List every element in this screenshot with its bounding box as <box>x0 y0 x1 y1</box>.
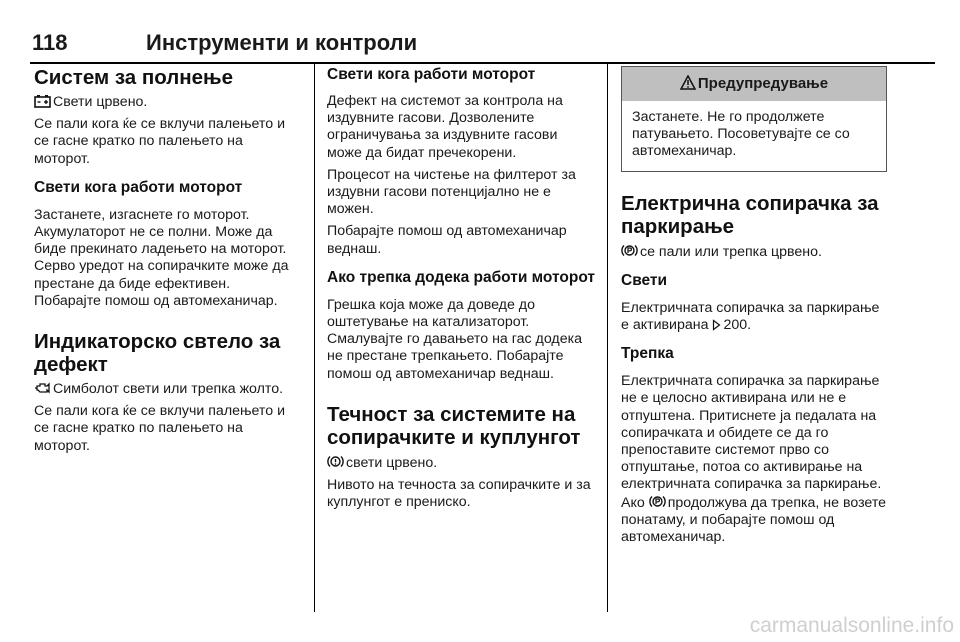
watermark: carmanualsonline.info <box>749 614 954 637</box>
warning-header <box>622 67 886 101</box>
parking-brake-icon <box>621 243 638 258</box>
page-number: 118 <box>32 30 68 55</box>
flash-text-3: Електричната сопирачка за паркирање не е целосно активирана или не е отпуштена. Притиснете ја педалата на сопирачката и обидете се да го препоставите системот прво со отпуштање, потоа со активирање на електричната сопирачка за паркирање. Ако продолжува да трепка, не возете понатаму, и побарајте помош од автомеханичар. <box>621 373 887 546</box>
filter-text: Процесот на чистење на филтерот за издувни гасови потенцијално не е можен. <box>327 166 576 218</box>
subheading-lit: Свети <box>621 271 668 289</box>
epb-red-text: се пали или трепка црвено. <box>621 243 887 261</box>
section-title-charging: Систем за полнење <box>34 66 234 89</box>
warning-triangle-icon <box>680 75 696 90</box>
fluid-red-text: свети црвено. <box>327 454 595 472</box>
header-rule <box>30 62 935 64</box>
fluid-low-text: Нивото на течноста за сопирачките и за куплунгот е прениско. <box>327 477 591 511</box>
battery-icon <box>34 94 51 108</box>
lit-engine-text: Застанете, изгаснете го моторот. Акумулаторот не се полни. Може да биде прекинато ладењето на моторот. Серво уредот на сопирачките може да престане да биде ефективен. Побарајте помош од автомеханичар. <box>34 206 289 309</box>
subheading-flash: Ако трепка додека работи моторот <box>327 268 596 286</box>
warning-title: Предупредување <box>697 75 829 92</box>
column-3 <box>621 66 887 546</box>
column-divider-2 <box>607 64 608 612</box>
subheading-lit-engine: Свети кога работи моторот <box>34 178 243 196</box>
column-1 <box>34 66 298 455</box>
malfunction-on-text: Се пали кога ќе се вклучи палењето и се гасне кратко по палењето на моторот. <box>34 403 286 454</box>
warning-body <box>622 101 886 171</box>
page-reference-icon <box>712 319 721 331</box>
check-engine-icon <box>34 381 51 395</box>
page-header-title: Инструменти и контроли <box>146 30 418 55</box>
flash-text: Грешка која може да доведе до оштетување на катализаторот. Смалувајте го давањето на гас додека не престане трепкањето. Побарајте помош од автомеханичар веднаш. <box>327 296 582 382</box>
defect-text: Дефект на системот за контрола на издувните гасови. Дозволените ограничувања за издувните гасови може да бидат пречекорени. <box>327 93 563 161</box>
column-2 <box>327 66 595 511</box>
brake-warning-icon <box>327 454 344 469</box>
malfunction-symbol-text: Симболот свети или трепка жолто. <box>34 381 298 398</box>
page-header <box>30 30 935 70</box>
section-title-malfunction: Индикаторско свтело за дефект <box>34 330 281 377</box>
section-title-fluid: Течност за системите на сопирачките и куплунгот <box>327 402 581 449</box>
parking-brake-icon <box>649 494 666 509</box>
column-divider-1 <box>314 64 315 612</box>
warning-text: Застанете. Не го продолжете патувањето. Посоветувајте се со автомеханичар. <box>632 109 850 160</box>
help-text-1: Побарајте помош од автомеханичар веднаш. <box>327 223 567 257</box>
charging-red-text: Свети црвено. <box>34 94 298 111</box>
section-title-epb: Електрична сопирачка за паркирање <box>621 191 879 238</box>
charging-on-text: Се пали кога ќе се вклучи палењето и се гасне кратко по палењето на моторот. <box>34 116 286 167</box>
subheading-flash-3: Трепка <box>621 345 674 363</box>
lit-text: Електричната сопирачка за паркирање е активирана 200. <box>621 299 880 334</box>
warning-box <box>621 66 887 172</box>
subheading-lit-engine-2: Свети кога работи моторот <box>327 66 536 83</box>
